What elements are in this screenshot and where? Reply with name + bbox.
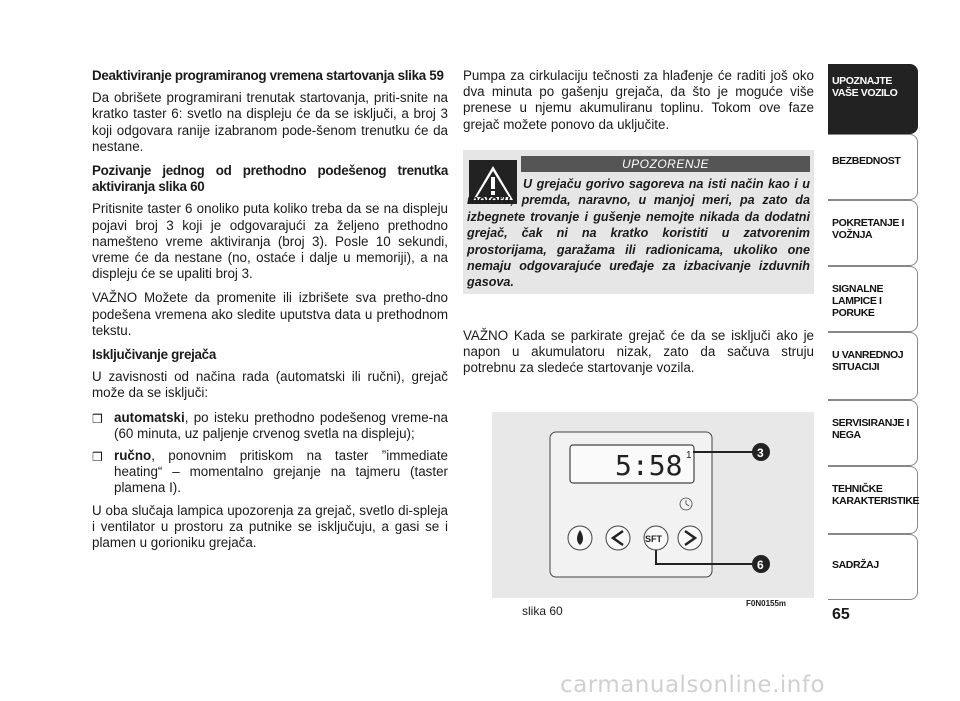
bullet-manual-term: ručno	[114, 448, 152, 464]
paragraph-recall: Pritisnite taster 6 onoliko puta koliko treba da se na displeju pojavi broj 3 koji je odgovarajući za željeno prethodno namešteno vreme aktiviranja (broj 3). Posle 10 sekundi, vreme će da nestane (no, ostaće i dalje u memoriji), a na displeju će se upaliti broj 3.	[92, 201, 448, 282]
warning-text-content: U grejaču gorivo sagoreva na isti način kao i u motoru, premda, naravno, u manjoj meri, pa zato da izbegnete trovanje i gušenje nemojte nikada da dodatni grejač, čak ni na kratko koristiti u zatvorenim prostorijama, garažama ili radionicama, ukoliko one nemaju odgovarajuće uređaje za izbacivanje izduvnih gasova.	[467, 177, 810, 290]
paragraph-both-cases: U oba slučaja lampica upozorenja za grejač, svetlo di-spleja i ventilator u prostoru za putnike se isključuju, a gasi se i plamen u gorioniku grejača.	[92, 502, 448, 551]
heading-deactivate: Deaktiviranje programiranog vremena startovanja slika 59	[92, 68, 444, 83]
bullet-manual-text: , ponovnim pritiskom na taster ”immediate heating“ – momentalno grejanje na tajmeru (taster plamena I).	[114, 448, 448, 496]
sidebar-item-label: BEZBEDNOST	[832, 155, 901, 167]
paragraph-important-1: VAŽNO Možete da promenite ili izbrišete sva pretho-dno podešena vremena ako sledite uputstva data u prethodnom tekstu.	[92, 290, 448, 338]
sidebar-item-know-your-vehicle[interactable]	[828, 64, 918, 134]
heading-recall: Pozivanje jednog od prethodno podešenog trenutka aktiviranja slika 60	[92, 163, 448, 195]
warning-text	[467, 176, 810, 291]
timer-figure	[492, 412, 814, 598]
sidebar-item-label: UPOZNAJTE VAŠE VOZILO	[832, 75, 898, 99]
sidebar-item-label: SERVISIRANJE I NEGA	[832, 417, 910, 441]
sidebar-item-contents[interactable]	[828, 534, 918, 600]
timer-illustration	[492, 412, 814, 598]
bullet-automatic-term: automatski	[114, 409, 185, 425]
sidebar-item-maintenance[interactable]	[828, 400, 918, 466]
sidebar-item-label: SIGNALNE LAMPICE I PORUKE	[832, 283, 884, 319]
figure-caption: slika 60	[522, 604, 563, 618]
bullet-automatic	[92, 410, 448, 442]
right-column-lower	[463, 328, 814, 385]
sidebar-item-label: TEHNIČKE KARAKTERISTIKE	[832, 483, 920, 507]
sidebar-item-starting-driving[interactable]	[828, 200, 918, 266]
sidebar-item-label: SADRŽAJ	[832, 559, 879, 571]
checkbox-bullet-icon: ❒	[92, 411, 103, 426]
paragraph-pump: Pumpa za cirkulaciju tečnosti za hlađenje će raditi još oko dva minuta po gašenju grejača, da što je moguće više prenese u njemu akumuliranu toplinu. Tokom ove faze grejač možete ponovo da uključite.	[463, 68, 814, 132]
warning-box	[463, 150, 814, 294]
heading-switch-off: Isključivanje grejača	[92, 347, 216, 363]
warning-title: UPOZORENJE	[521, 156, 810, 172]
figure-code: F0N0155m	[746, 599, 787, 608]
checkbox-bullet-icon: ❒	[92, 450, 103, 465]
paragraph-deactivate: Da obrišete programirani trenutak startovanja, priti-snite na kratko taster 6: svetlo na displeju će da se isključi, a broj 3 koji odgovara ranije izabranom pode-šenom trenutku će da nestane.	[92, 90, 448, 154]
sidebar-item-technical-specs[interactable]	[828, 466, 918, 534]
sft-button-label: SFT	[645, 534, 662, 544]
bullet-automatic-text: , po isteku prethodno podešenog vreme-na (60 minuta, uz paljenje crvenog svetla na displeju);	[114, 409, 448, 441]
watermark: carmanualsonline.info	[560, 672, 826, 698]
paragraph-important-2: VAŽNO Kada se parkirate grejač će da se isključi ako je napon u akumulatoru nizak, zato da sačuva struju potrebnu za sledeće startovanje vozila.	[463, 328, 814, 376]
left-arrow-button	[606, 526, 630, 550]
left-column	[92, 68, 448, 559]
callout-6-label: 6	[757, 558, 764, 572]
sidebar-item-safety[interactable]	[828, 134, 918, 200]
page-number: 65	[832, 606, 850, 623]
right-arrow-button	[678, 526, 702, 550]
callout-3-label: 3	[757, 446, 764, 460]
right-column	[463, 68, 814, 141]
bullet-manual	[92, 448, 448, 497]
timer-display-index: 1	[686, 450, 692, 461]
timer-display-time: 5:58	[615, 449, 683, 482]
paragraph-switch-off: U zavisnosti od načina rada (automatski ili ručni), grejač može da se isključi:	[92, 369, 448, 401]
sidebar-item-warning-lights[interactable]	[828, 266, 918, 332]
sidebar-item-emergency[interactable]	[828, 332, 918, 400]
sidebar-item-label: POKRETANJE I VOŽNJA	[832, 217, 905, 241]
sidebar-item-label: U VANREDNOJ SITUACIJI	[832, 349, 904, 373]
